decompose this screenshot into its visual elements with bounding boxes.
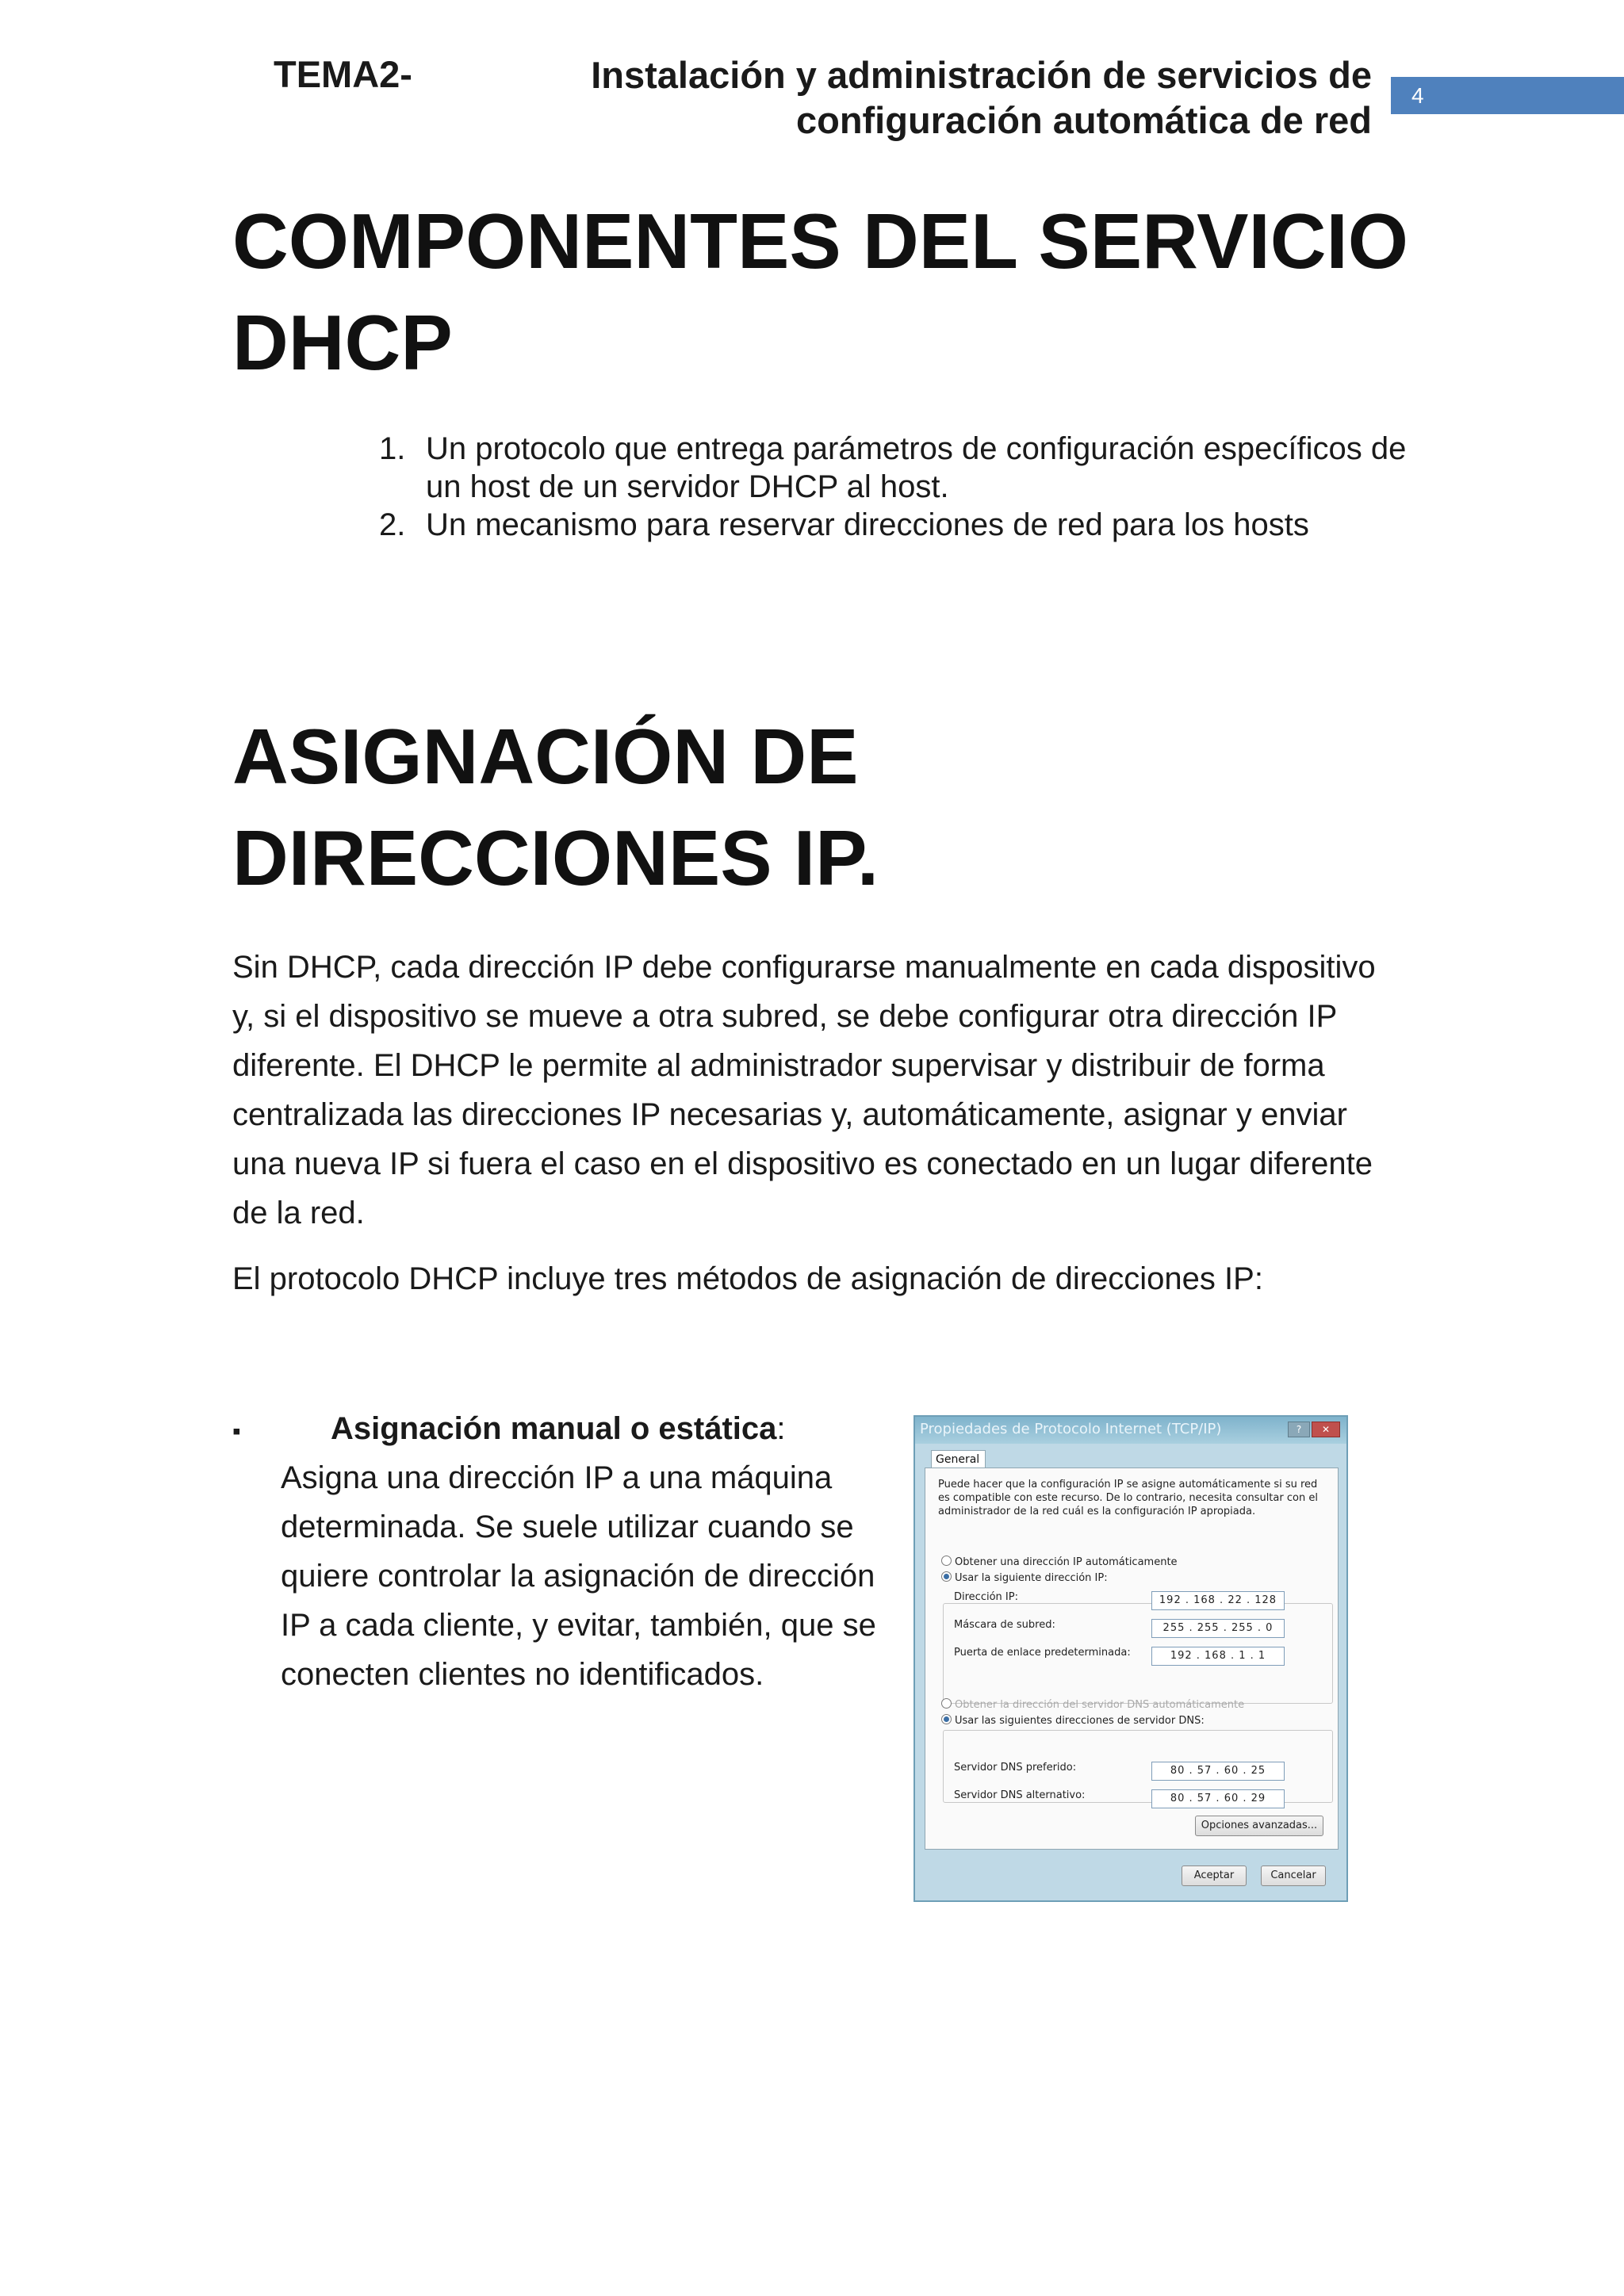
ip-label: Dirección IP: — [954, 1591, 1018, 1603]
gateway-label: Puerta de enlace predeterminada: — [954, 1647, 1131, 1659]
bullet-title-colon: : — [776, 1411, 786, 1446]
ok-button: Aceptar — [1182, 1866, 1247, 1886]
section-title-line-1: COMPONENTES DEL SERVICIO — [232, 197, 1408, 285]
radio-auto-ip — [941, 1556, 1178, 1568]
section-title-line-2: DHCP — [232, 299, 453, 386]
mask-label: Máscara de subred: — [954, 1619, 1055, 1631]
radio-label: Obtener una dirección IP automáticamente — [955, 1556, 1178, 1568]
bullet-text: Asigna una dirección IP a una máquina determinada. Se suele utilizar cuando se quiere controlar la asignación de dirección IP a cada cliente, y evitar, también, que se conecten clientes no identificados. — [281, 1460, 876, 1692]
header-topic: TEMA2- — [274, 53, 412, 95]
radio-selected-icon — [941, 1714, 952, 1724]
advanced-options-button: Opciones avanzadas... — [1195, 1816, 1323, 1836]
section-title-line-1: ASIGNACIÓN DE — [232, 713, 859, 800]
bullet-title — [331, 1404, 786, 1453]
dns-preferred-field: 80 . 57 . 60 . 25 — [1151, 1762, 1285, 1781]
bullet-square-icon: ▪ — [232, 1418, 241, 1445]
list-item — [379, 506, 1410, 544]
section-title-line-2: DIRECCIONES IP. — [232, 814, 879, 901]
header-title-line-2: configuración automática de red — [795, 99, 1372, 141]
window-controls — [1288, 1422, 1340, 1437]
radio-label: Obtener la dirección del servidor DNS automáticamente — [955, 1699, 1245, 1711]
radio-selected-icon — [941, 1571, 952, 1582]
body-paragraph: El protocolo DHCP incluye tres métodos de asignación de direcciones IP: — [232, 1261, 1263, 1296]
radio-manual-dns — [941, 1714, 1205, 1727]
cancel-button: Cancelar — [1261, 1866, 1326, 1886]
gateway-field: 192 . 168 . 1 . 1 — [1151, 1647, 1285, 1666]
tab-general: General — [931, 1450, 986, 1468]
tcpip-properties-dialog-image — [914, 1415, 1348, 1902]
radio-icon — [941, 1556, 952, 1566]
section-title-asignacion — [232, 706, 1422, 909]
section-title-componentes — [232, 190, 1422, 393]
components-list — [379, 430, 1410, 544]
page-number-tab: 4 — [1391, 77, 1624, 114]
list-number: 1. — [379, 431, 406, 466]
radio-manual-ip — [941, 1571, 1108, 1584]
radio-icon — [941, 1698, 952, 1709]
dns-preferred-label: Servidor DNS preferido: — [954, 1762, 1077, 1774]
header-title-line-1: Instalación y administración de servicios de — [591, 54, 1372, 96]
list-item — [379, 430, 1410, 506]
mask-field: 255 . 255 . 255 . 0 — [1151, 1619, 1285, 1638]
dialog-panel — [925, 1468, 1339, 1850]
list-item-text: Un protocolo que entrega parámetros de configuración específicos de un host de un servidor DHCP al host. — [426, 431, 1407, 504]
radio-label: Usar la siguiente dirección IP: — [955, 1572, 1108, 1584]
dns-alternate-field: 80 . 57 . 60 . 29 — [1151, 1789, 1285, 1808]
help-icon: ? — [1288, 1422, 1310, 1437]
dialog-description: Puede hacer que la configuración IP se asigne automáticamente si su red es compatible con este recurso. De lo contrario, necesita consultar con el administrador de la red cuál es la configuración IP apropiada. — [938, 1479, 1318, 1517]
bullet-title-text: Asignación manual o estática — [331, 1411, 777, 1446]
header-title — [500, 52, 1372, 143]
body-paragraph: Sin DHCP, cada dirección IP debe configurarse manualmente en cada dispositivo y, si el dispositivo se mueve a otra subred, se debe configurar otra dirección IP diferente. El DHCP le permite al administrador supervisar y distribuir de forma centralizada las direcciones IP necesarias y, automáticamente, asignar y enviar una nueva IP si fuera el caso en el dispositivo es conectado en un lugar diferente de la red. — [232, 950, 1376, 1230]
ip-field: 192 . 168 . 22 . 128 — [1151, 1591, 1285, 1610]
radio-label: Usar las siguientes direcciones de servidor DNS: — [955, 1715, 1205, 1727]
dns-alternate-label: Servidor DNS alternativo: — [954, 1789, 1086, 1801]
close-icon: ✕ — [1312, 1422, 1340, 1437]
list-item-text: Un mecanismo para reservar direcciones de red para los hosts — [426, 507, 1309, 542]
dialog-title-bar — [915, 1417, 1346, 1444]
dialog-title: Propiedades de Protocolo Internet (TCP/IP) — [920, 1421, 1222, 1437]
radio-auto-dns — [941, 1698, 1244, 1711]
list-number: 2. — [379, 507, 406, 542]
